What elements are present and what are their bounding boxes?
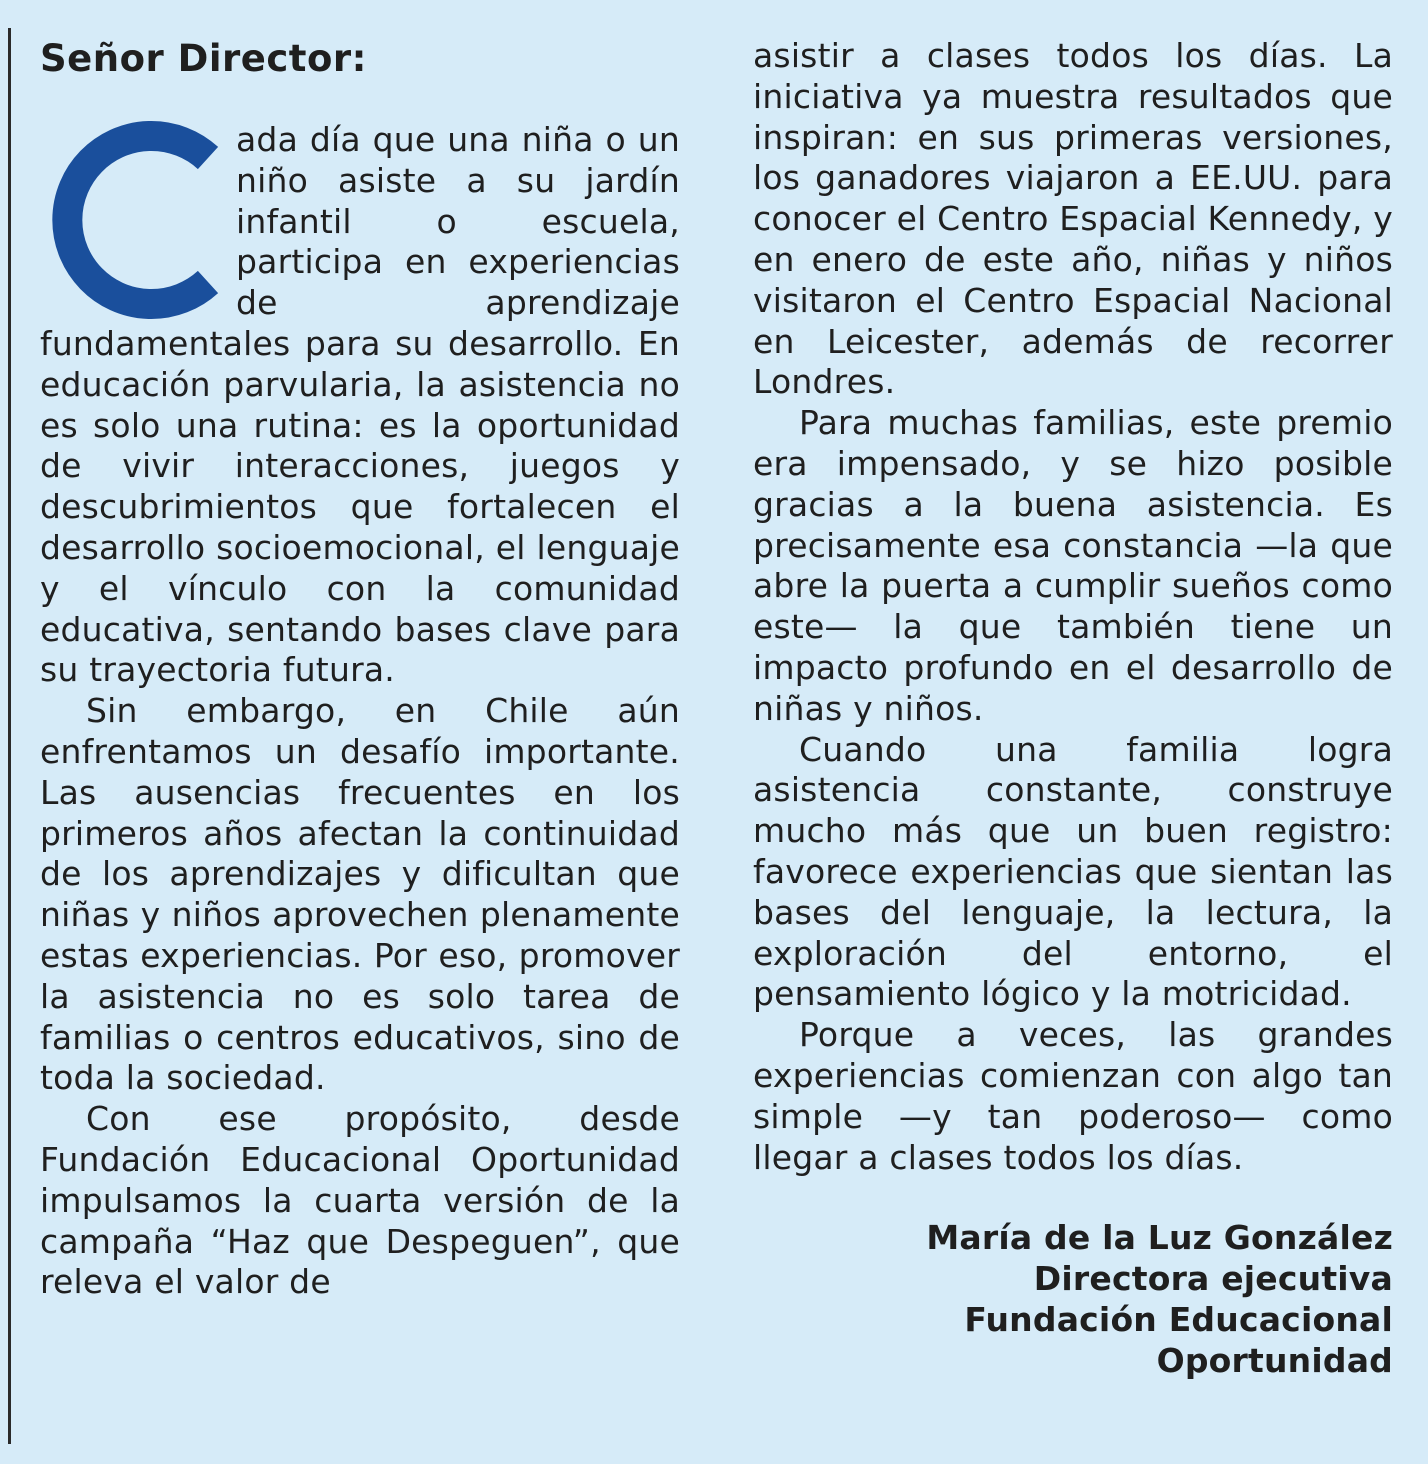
signature-name: María de la Luz González — [926, 1218, 1393, 1258]
drop-cap — [40, 120, 230, 320]
left-column — [40, 36, 680, 1303]
drop-cap-c-glyph — [40, 120, 230, 320]
right-column — [753, 36, 1393, 1382]
letter-heading: Señor Director: — [40, 37, 367, 80]
left-border-rule — [8, 28, 11, 1444]
paragraph-5: Cuando una familia logra asistencia constante, construye mucho más que un buen registro: favorece experiencias que sientan las bases del lenguaje, la lectura, la exploración del entorno, el pensamiento lógico y la motricidad. — [753, 729, 1393, 1014]
signature-org-line2: Oportunidad — [1156, 1340, 1393, 1380]
paragraph-1: ada día que una niña o un niño asiste a su jardín infantil o escuela, participa en experiencias de aprendizaje fundamentales para su desarrollo. En educación parvularia, la asistencia no es solo una rutina: es la oportunidad de vivir interacciones, juegos y descubrimientos que fortalecen el desarrollo socioemocional, el lenguaje y el vínculo con la comunidad educativa, sentando bases clave para su trayectoria futura. — [40, 120, 680, 690]
signature-block — [753, 1218, 1393, 1381]
paragraph-6: Porque a veces, las grandes experiencias comienzan con algo tan simple —y tan poderoso— como llegar a clases todos los días. — [753, 1015, 1393, 1177]
signature-title: Directora ejecutiva — [1033, 1259, 1393, 1299]
drop-cap-c-path — [67, 136, 208, 304]
paragraph-4: Para muchas familias, este premio era impensado, y se hizo posible gracias a la buena asistencia. Es precisamente esa constancia —la que abre la puerta a cumplir sueños como este— la que también tiene un impacto profundo en el desarrollo de niñas y niños. — [753, 403, 1393, 728]
paragraph-3: Con ese propósito, desde Fundación Educacional Oportunidad impulsamos la cuarta versión de la campaña “Haz que Despeguen”, que releva el valor de — [40, 1099, 680, 1302]
paragraph-2: Sin embargo, en Chile aún enfrentamos un desafío importante. Las ausencias frecuentes en los primeros años afectan la continuidad de los aprendizajes y dificultan que niñas y niños aprovechen plenamente estas experiencias. Por eso, promover la asistencia no es solo tarea de familias o centros educativos, sino de toda la sociedad. — [40, 691, 680, 1098]
paragraph-3-continued: asistir a clases todos los días. La iniciativa ya muestra resultados que inspiran: en sus primeras versiones, los ganadores viajaron a EE.UU. para conocer el Centro Espacial Kennedy, y en enero de este año, niñas y niños visitaron el Centro Espacial Nacional en Leicester, además de recorrer Londres. — [753, 36, 1393, 402]
signature-org-line1: Fundación Educacional — [964, 1299, 1393, 1339]
